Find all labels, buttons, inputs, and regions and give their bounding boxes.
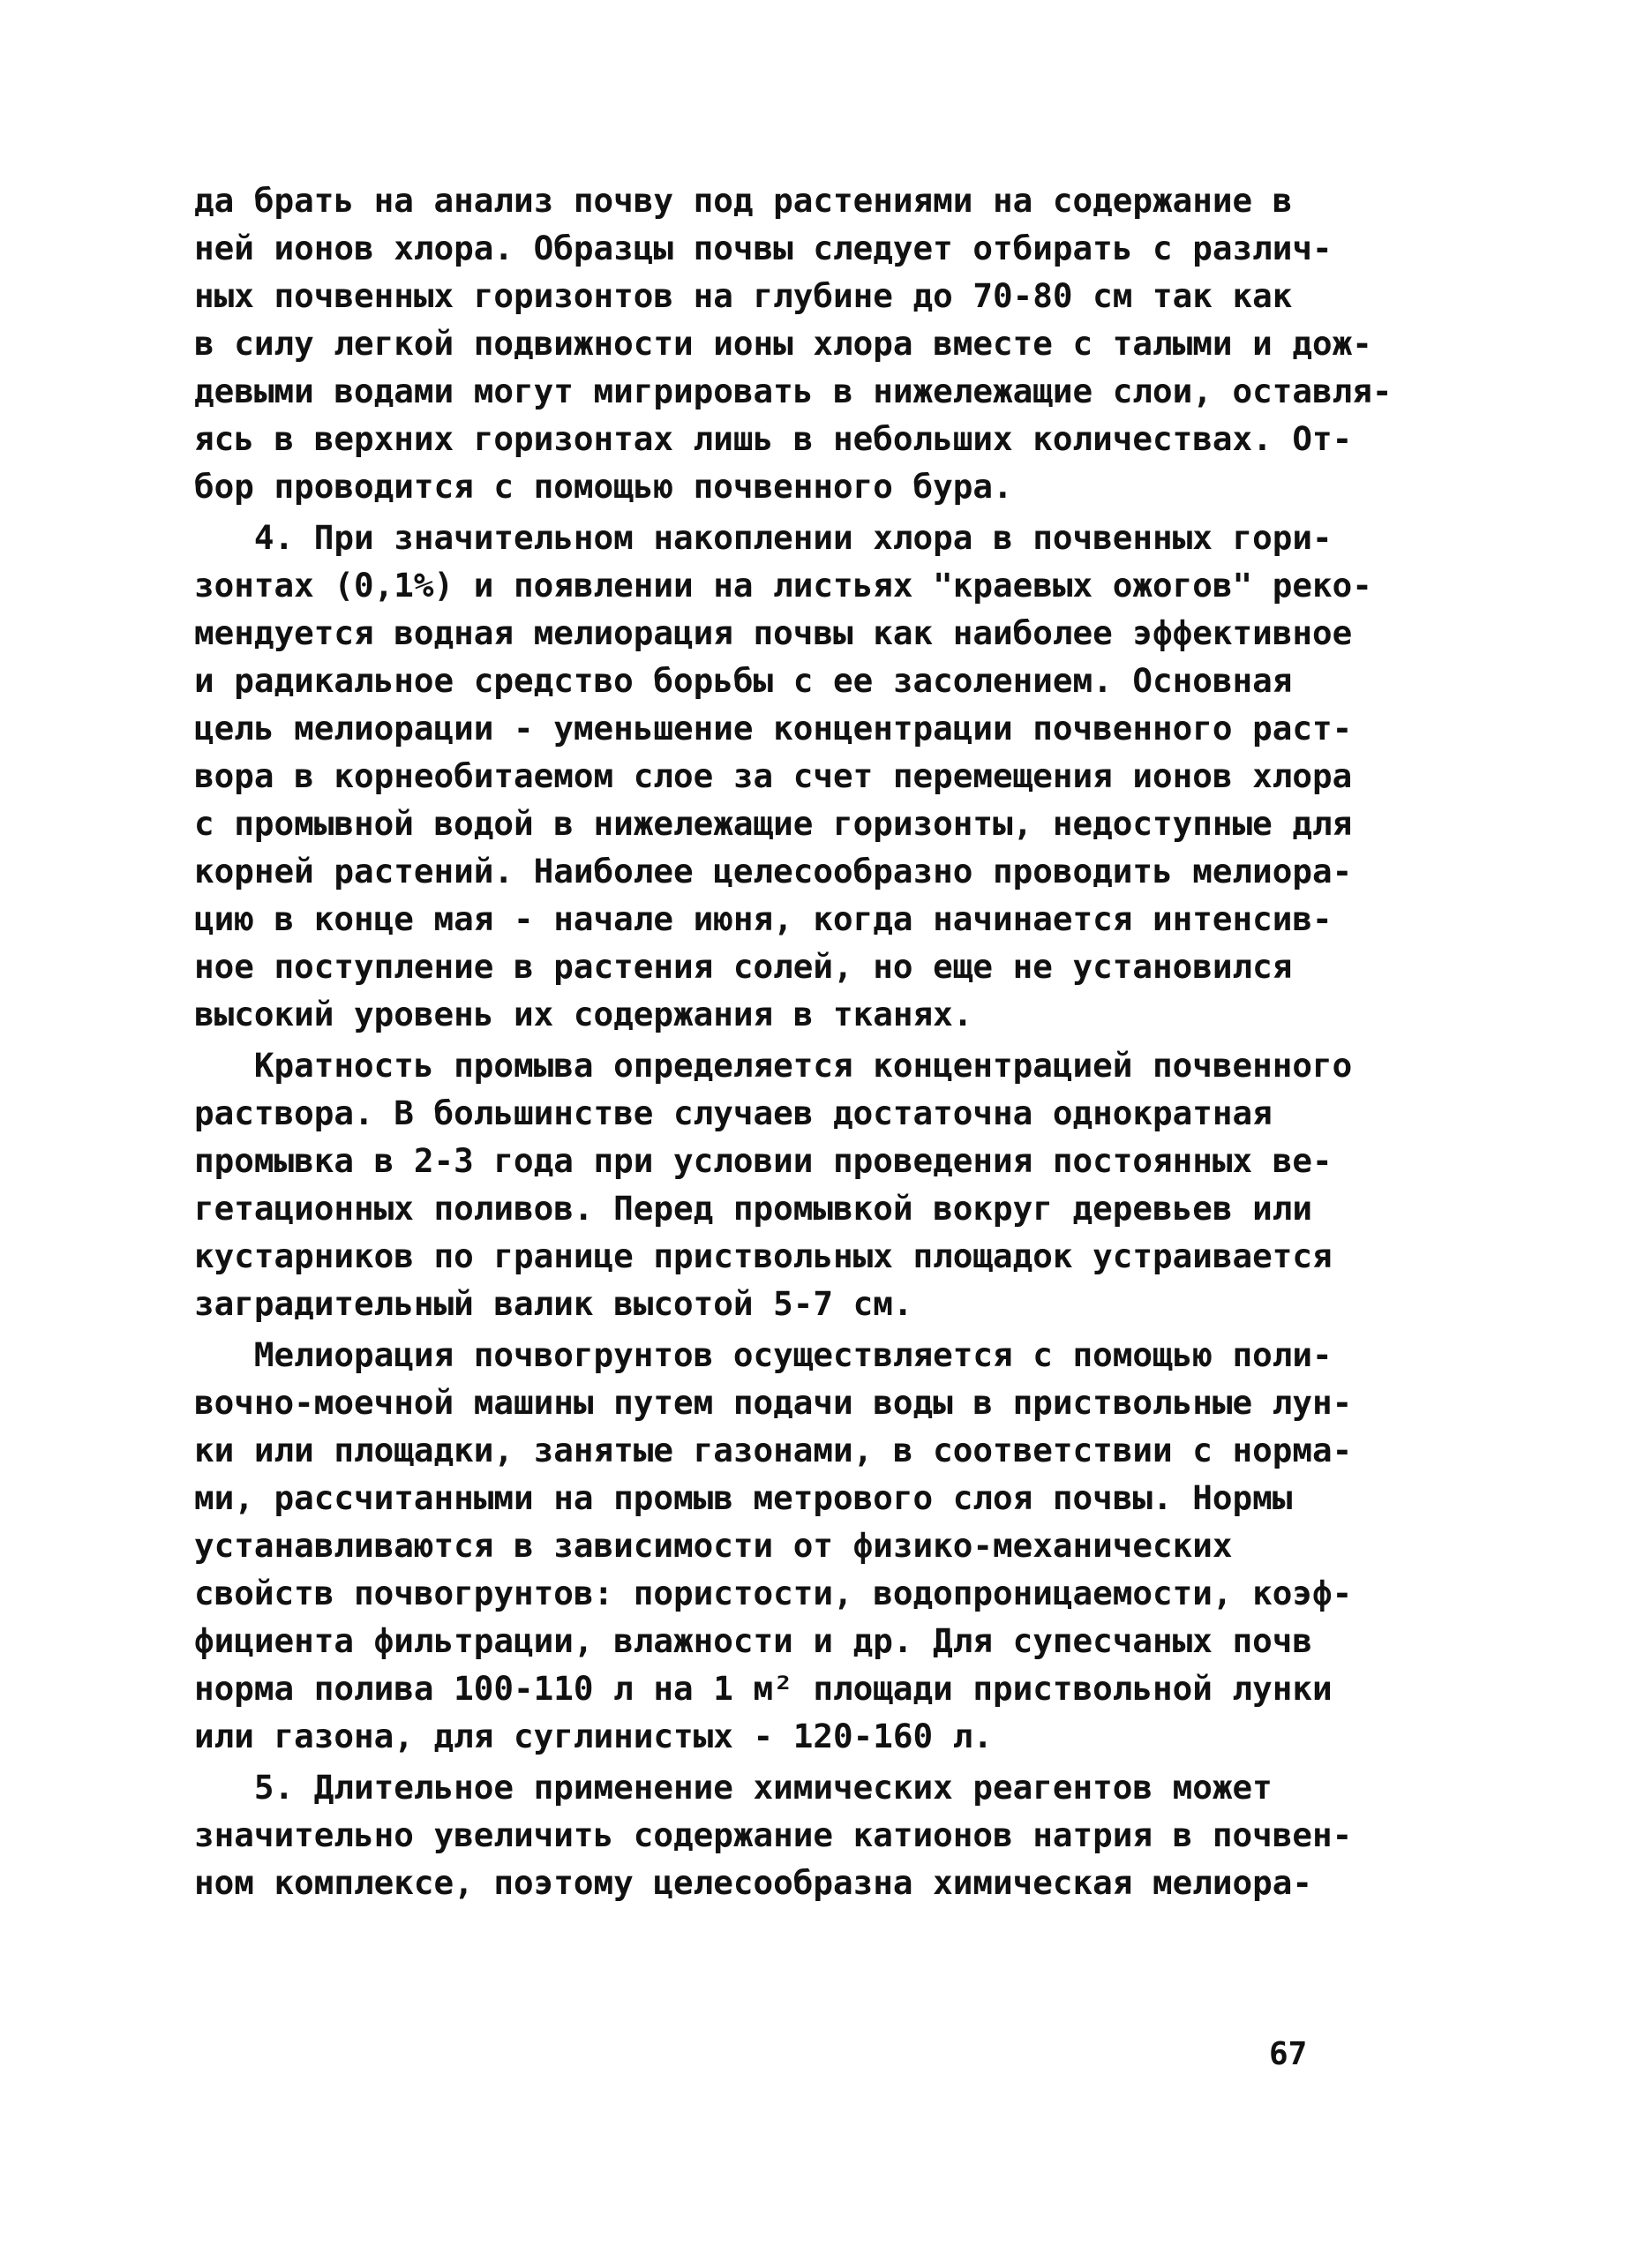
text-line: Кратность промыва определяется концентрацией почвенного (194, 1046, 1353, 1085)
text-line: кустарников по границе приствольных площадок устраивается (194, 1236, 1333, 1275)
text-line: высокий уровень их содержания в тканях. (194, 995, 973, 1033)
text-line: ясь в верхних горизонтах лишь в небольших количествах. От- (194, 419, 1353, 458)
text-line: корней растений. Наиболее целесообразно проводить мелиора- (194, 852, 1353, 891)
text-line: девыми водами могут мигрировать в нижележащие слои, оставля- (194, 372, 1393, 410)
text-line: фициента фильтрации, влажности и др. Для супесчаных почв (194, 1621, 1312, 1660)
text-line: мендуется водная мелиорация почвы как наиболее эффективное (194, 613, 1353, 652)
page-number: 67 (1269, 2036, 1308, 2072)
text-line: ки или площадки, занятые газонами, в соответствии с норма- (194, 1431, 1353, 1469)
text-line: ней ионов хлора. Образцы почвы следует отбирать с различ- (194, 229, 1333, 267)
text-line: вочно-моечной машины путем подачи воды в приствольные лун- (194, 1383, 1353, 1422)
text-line: значительно увеличить содержание катионов натрия в почвен- (194, 1815, 1353, 1854)
text-line: и радикальное средство борьбы с ее засолением. Основная (194, 661, 1293, 700)
text-line: да брать на анализ почву под растениями на содержание в (194, 181, 1293, 220)
text-line: зонтах (0,1%) и появлении на листьях "краевых ожогов" реко- (194, 566, 1372, 605)
text-line: с промывной водой в нижележащие горизонты, недоступные для (194, 804, 1353, 843)
text-line: Мелиорация почвогрунтов осуществляется с помощью поли- (194, 1335, 1333, 1374)
text-line: ных почвенных горизонтов на глубине до 70-80 см так как (194, 276, 1293, 315)
text-line: ном комплексе, поэтому целесообразна химическая мелиора- (194, 1863, 1312, 1902)
text-line: в силу легкой подвижности ионы хлора вместе с талыми и дож- (194, 324, 1372, 363)
text-line: гетационных поливов. Перед промывкой вокруг деревьев или (194, 1189, 1312, 1228)
text-line: 4. При значительном накоплении хлора в почвенных гори- (194, 518, 1333, 557)
text-line: норма полива 100-110 л на 1 м² площади приствольной лунки (194, 1669, 1333, 1708)
text-line: цель мелиорации - уменьшение концентрации почвенного раст- (194, 709, 1353, 748)
text-line: ми, рассчитанными на промыв метрового слоя почвы. Нормы (194, 1478, 1293, 1517)
text-line: раствора. В большинстве случаев достаточна однократная (194, 1093, 1273, 1132)
text-line: заградительный валик высотой 5-7 см. (194, 1284, 913, 1323)
text-line: вора в корнеобитаемом слое за счет перемещения ионов хлора (194, 756, 1353, 795)
text-line: устанавливаются в зависимости от физико-механических (194, 1526, 1233, 1565)
text-line: 5. Длительное применение химических реагентов может (194, 1768, 1273, 1807)
text-line: цию в конце мая - начале июня, когда начинается интенсив- (194, 899, 1333, 938)
text-line: ное поступление в растения солей, но еще не установился (194, 947, 1293, 986)
text-line: промывка в 2-3 года при условии проведения постоянных ве- (194, 1141, 1333, 1180)
text-line: бор проводится с помощью почвенного бура. (194, 467, 1013, 506)
text-line: или газона, для суглинистых - 120-160 л. (194, 1717, 993, 1755)
text-line: свойств почвогрунтов: пористости, водопроницаемости, коэф- (194, 1574, 1353, 1612)
